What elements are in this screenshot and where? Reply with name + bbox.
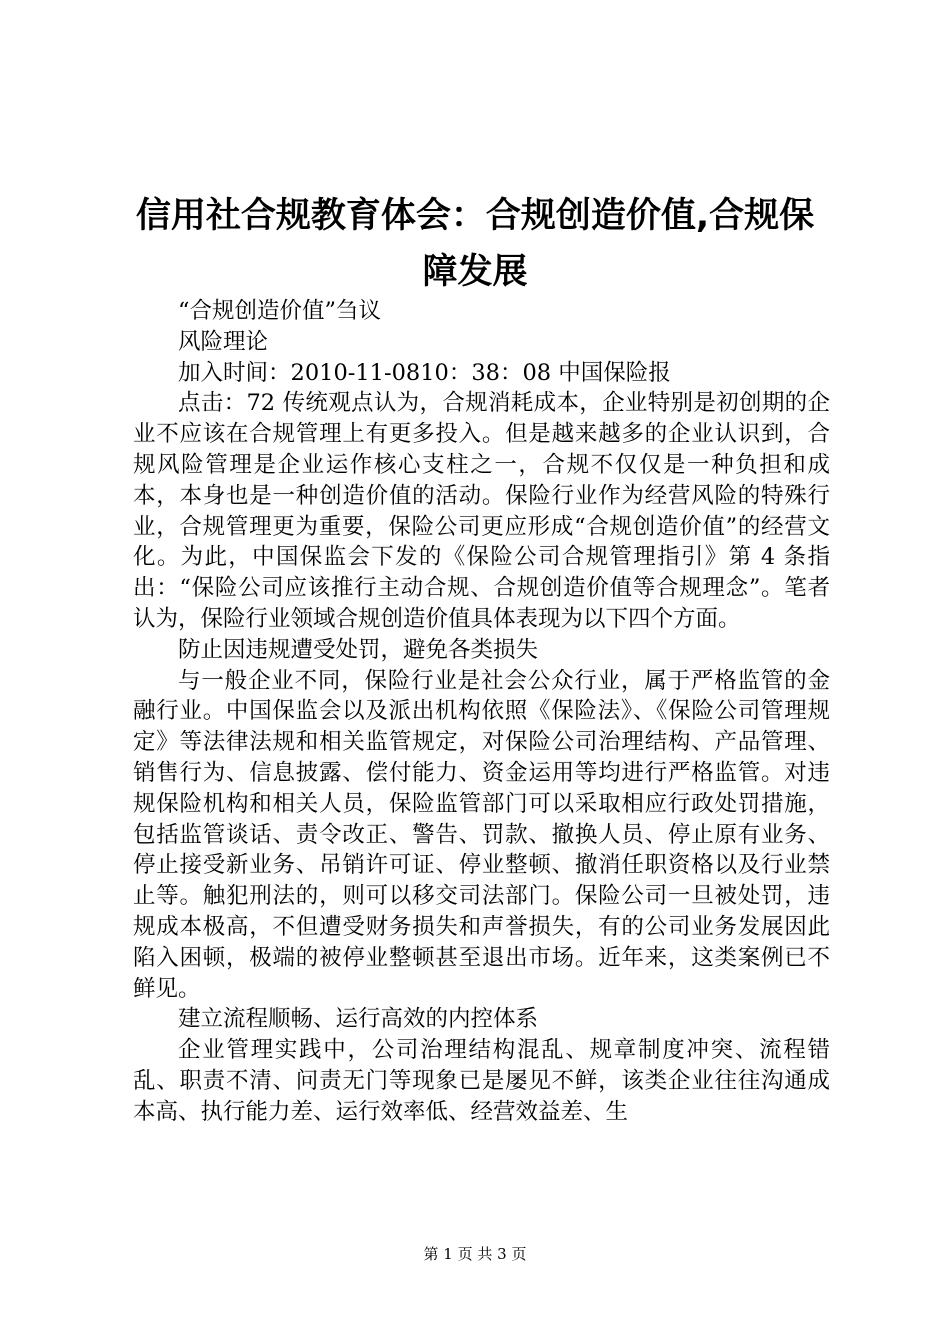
section-heading-2: 建立流程顺畅、运行高效的内控体系 (178, 1006, 539, 1033)
document-body (133, 296, 830, 1128)
paragraph-intro: 点击：72 传统观点认为，合规消耗成本，企业特别是初创期的企业不应该在合规管理上有更多投入。但是越来越多的企业认识到，合规风险管理是企业运作核心支柱之一，合规不仅仅是一种负担和成本，本身也是一种创造价值的活动。保险行业作为经营风险的特殊行业，合规管理更为重要，保险公司更应形成“合规创造价值”的经营文化。为此，中国保监会下发的《保险公司合规管理指引》第 4 条指出：“保险公司应该推行主动合规、合规创造价值等合规理念”。笔者认为，保险行业领域合规创造价值具体表现为以下四个方面。 (133, 390, 830, 632)
paragraph-category: 风险理论 (178, 328, 269, 355)
paragraph-subtitle: “合规创造价值”刍议 (178, 298, 382, 324)
paragraph-section-2: 企业管理实践中，公司治理结构混乱、规章制度冲突、流程错乱、职责不清、问责无门等现象已是屡见不鲜，该类企业往往沟通成本高、执行能力差、运行效率低、经营效益差、生 (133, 1037, 830, 1125)
paragraph-section-1: 与一般企业不同，保险行业是社会公众行业，属于严格监管的金融行业。中国保监会以及派出机构依照《保险法》、《保险公司管理规定》等法律法规和相关监管规定，对保险公司治理结构、产品管理、销售行为、信息披露、偿付能力、资金运用等均进行严格监管。对违规保险机构和相关人员，保险监管部门可以采取相应行政处罚措施，包括监管谈话、责令改正、警告、罚款、撤换人员、停止原有业务、停止接受新业务、吊销许可证、停业整顿、撤消任职资格以及行业禁止等。触犯刑法的，则可以移交司法部门。保险公司一旦被处罚，违规成本极高，不但遭受财务损失和声誉损失，有的公司业务发展因此陷入困顿，极端的被停业整顿甚至退出市场。近年来，这类案例已不鲜见。 (133, 667, 830, 1002)
document-title: 信用社合规教育体会：合规创造价值,合规保障发展 (135, 196, 815, 292)
section-heading-1: 防止因违规遭受处罚，避免各类损失 (178, 636, 539, 663)
paragraph-meta: 加入时间：2010-11-0810：38：08 中国保险报 (178, 359, 671, 386)
page-footer: 第 1 页 共 3 页 (423, 1245, 527, 1263)
